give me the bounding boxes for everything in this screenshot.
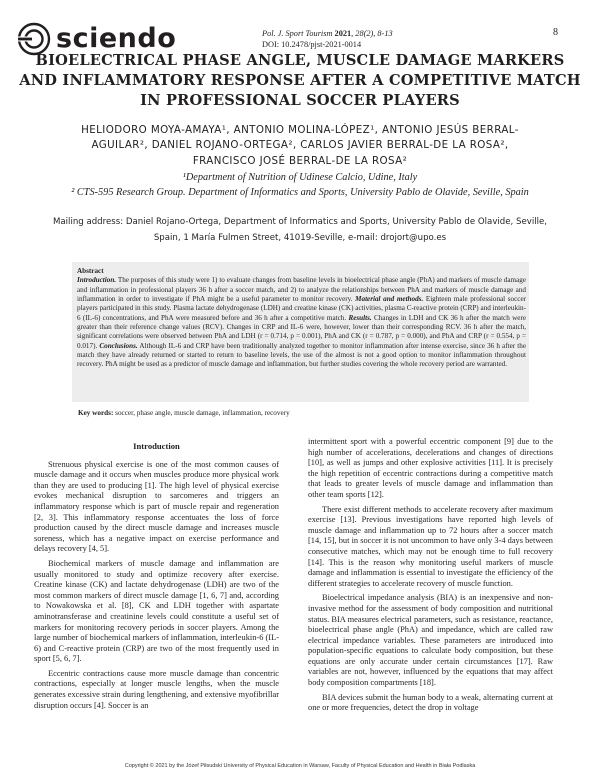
keywords-text: soccer, phase angle, muscle damage, inflammation, recovery — [113, 409, 290, 417]
page-number: 8 — [553, 27, 558, 38]
paragraph: Bioelectrical impedance analysis (BIA) is an inexpensive and non-invasive method for the assessment of body composition and nutritional status. BIA measures electrical parameters, such as resistance, reactance, bioelectrical phase angle (PhA) and impedance, which are called raw electrical impedance variables. These parameters are introduced into population-specific equations to calculate body composition, but these equations are only accurate under certain circumstances [17]. Raw variables are not, however, influenced by the equations that may affect body composition compartments [18]. — [308, 593, 553, 688]
abstract-conclusions-label: Conclusions. — [99, 341, 138, 350]
paragraph: Eccentric contractions cause more muscle damage than concentric contractions, especially at longer muscle lengths, when the muscle generates excessive strain during lengthening, and extensive myofibrillar disruption occurs [4]. Soccer is an — [34, 668, 279, 710]
author-list — [20, 123, 580, 169]
left-column — [34, 438, 279, 715]
affiliation-2: ² CTS-595 Research Group. Department of Informatics and Sports, University Pablo de Olavide, Seville, Spain — [71, 187, 529, 198]
abstract-results-label: Results. — [348, 313, 372, 322]
abstract-methods-label: Material and methods. — [355, 295, 424, 304]
keywords — [78, 409, 527, 417]
paragraph: BIA devices submit the human body to a weak, alternating current at one or more frequencies, detect the drop in voltage — [308, 692, 553, 713]
mailing-address — [30, 214, 570, 246]
authors-line: FRANCISCO JOSÉ BERRAL-DE LA ROSA² — [192, 154, 408, 167]
paragraph: Strenuous physical exercise is one of the most common causes of muscle damage and it occurs when muscles produce more physical work than they are used to producing [1]. The high level of physical exercise evokes mechanical disruption to sarcomeres and triggers an inflammatory response which is part of muscle repair and regeneration [2, 3]. This inflammatory response accentuates the loss of force production caused by the direct muscle damage and increases muscle soreness, which has a negative impact on exercise performance and delays recovery [4, 5]. — [34, 459, 279, 554]
abstract-results-text: Changes in LDH and CK 36 h after the match were greater than their reference change values (RCV). Changes in CRP and IL-6 were, however, lower than their corresponding RCV. 36 h after the match, significant correlations were observed between PhA and LDH (r = 0.714, p = 0.001), PhA and CK (r = 0.787, p = 0.000), and PhA and CRP (r = 0.554, p = 0.017). — [77, 313, 526, 350]
introduction-heading: Introduction — [133, 441, 180, 451]
abstract-methods-text: Eighteen male professional soccer players participated in this study. Plasma lactate dehydrogenase (LDH) and creatine kinase (CK) activities, plasma C-reactive protein (CRP) and interleukin-6 (IL-6) concentrations, and PhA were measured before and 36 h after a competitive match. — [77, 295, 526, 322]
journal-citation — [262, 28, 482, 50]
journal-volume: , 28(2), 8-13 — [351, 29, 393, 38]
paragraph: There exist different methods to accelerate recovery after maximum exercise [13]. Previous investigations have reported high levels of muscle damage and inflammation up to 72 hours after a soccer match [14, 15], but in soccer it is not uncommon to have only 3-4 days between consecutive matches, which may not be enough time to full recovery [14]. This is the reason why monitoring useful markers of muscle damage and inflammation is essential to investigate the efficiency of the different strategies to accelerate recovery of muscle function. — [308, 504, 553, 588]
keywords-label: Key words: — [78, 409, 114, 417]
journal-name: Pol. J. Sport Tourism — [262, 29, 333, 38]
affiliation-1: ¹Department of Nutrition of Udinese Calcio, Udine, Italy — [182, 172, 418, 183]
doi[interactable]: DOI: 10.2478/pjst-2021-0014 — [262, 40, 362, 49]
authors-line: AGUILAR², DANIEL ROJANO-ORTEGA², CARLOS JAVIER BERRAL-DE LA ROSA², — [91, 139, 509, 152]
paragraph: intermittent sport with a powerful eccentric component [9] due to the high number of accelerations, decelerations and changes of directions [10], as well as jumps and other explosive activities [11]. It is precisely the high repetition of eccentric contractions during a competitive match that leads to greater levels of muscle damage and inflammation than other team sports [12]. — [308, 437, 553, 499]
abstract-heading: Abstract — [77, 267, 104, 275]
abstract — [77, 267, 526, 370]
abstract-conclusions-text: Although IL-6 and CRP have been traditionally analyzed together to monitor inflammation after intense exercise, since 36 h after the match they have already returned or started to return to baseline levels, the use of the almost is not a good option to monitor inflammation throughout recovery. PhA might be used as a predictor of muscle damage and inflammation, but further studies covering the whole recovery period are warranted. — [77, 341, 526, 369]
affiliations — [10, 170, 590, 200]
paragraph: Biochemical markers of muscle damage and inflammation are usually monitored to study and optimize recovery after exercise. Creatine kinase (CK) and lactate dehydrogenase (LDH) are two of the most common markers of direct muscle damage [1, 6, 7] and, according to Nowakowska et al. [8], CK and LDH together with aspartate aminotransferase and creatinine levels could constitute a useful set of markers for monitoring recovery periods in soccer players. Among the large number of biochemical markers of inflammation, interleukin-6 (IL-6) and C-reactive protein (CRP) are two of the most frequently used in sport [5, 6, 7]. — [34, 558, 279, 664]
copyright-footer: Copyright © 2021 by the Józef Piłsudski University of Physical Education in Warsaw, Faculty of Physical Education and Health in Biała Podlaska — [124, 763, 476, 769]
journal-year: 2021 — [334, 29, 352, 38]
mailing-line: Mailing address: Daniel Rojano-Ortega, Department of Informatics and Sports, University Pablo de Olavide, Seville, — [52, 217, 548, 227]
abstract-introduction-label: Introduction. — [77, 276, 117, 285]
authors-line: HELIODORO MOYA-AMAYA¹, ANTONIO MOLINA-LÓPEZ¹, ANTONIO JESÚS BERRAL- — [81, 124, 519, 136]
mailing-line: Spain, 1 María Fulmen Street, 41019-Seville, e-mail: drojort@upo.es — [153, 233, 447, 243]
article-title: BIOELECTRICAL PHASE ANGLE, MUSCLE DAMAGE MARKERS AND INFLAMMATORY RESPONSE AFTER A COMPETITIVE MATCH IN PROFESSIONAL SOCCER PLAYERS — [19, 52, 581, 109]
abstract-introduction-text: The purposes of this study were 1) to evaluate changes from baseline levels in bioelectrical phase angle (PhA) and markers of muscle damage and inflammation in professional players 36 h after a soccer match, and 2) to analyze the relationships between PhA and markers of muscle damage and inflammation in order to investigate if PhA might be a useful parameter to monitor recovery. — [77, 276, 526, 304]
right-column — [308, 437, 553, 718]
logo-text: sciendo — [56, 23, 177, 54]
